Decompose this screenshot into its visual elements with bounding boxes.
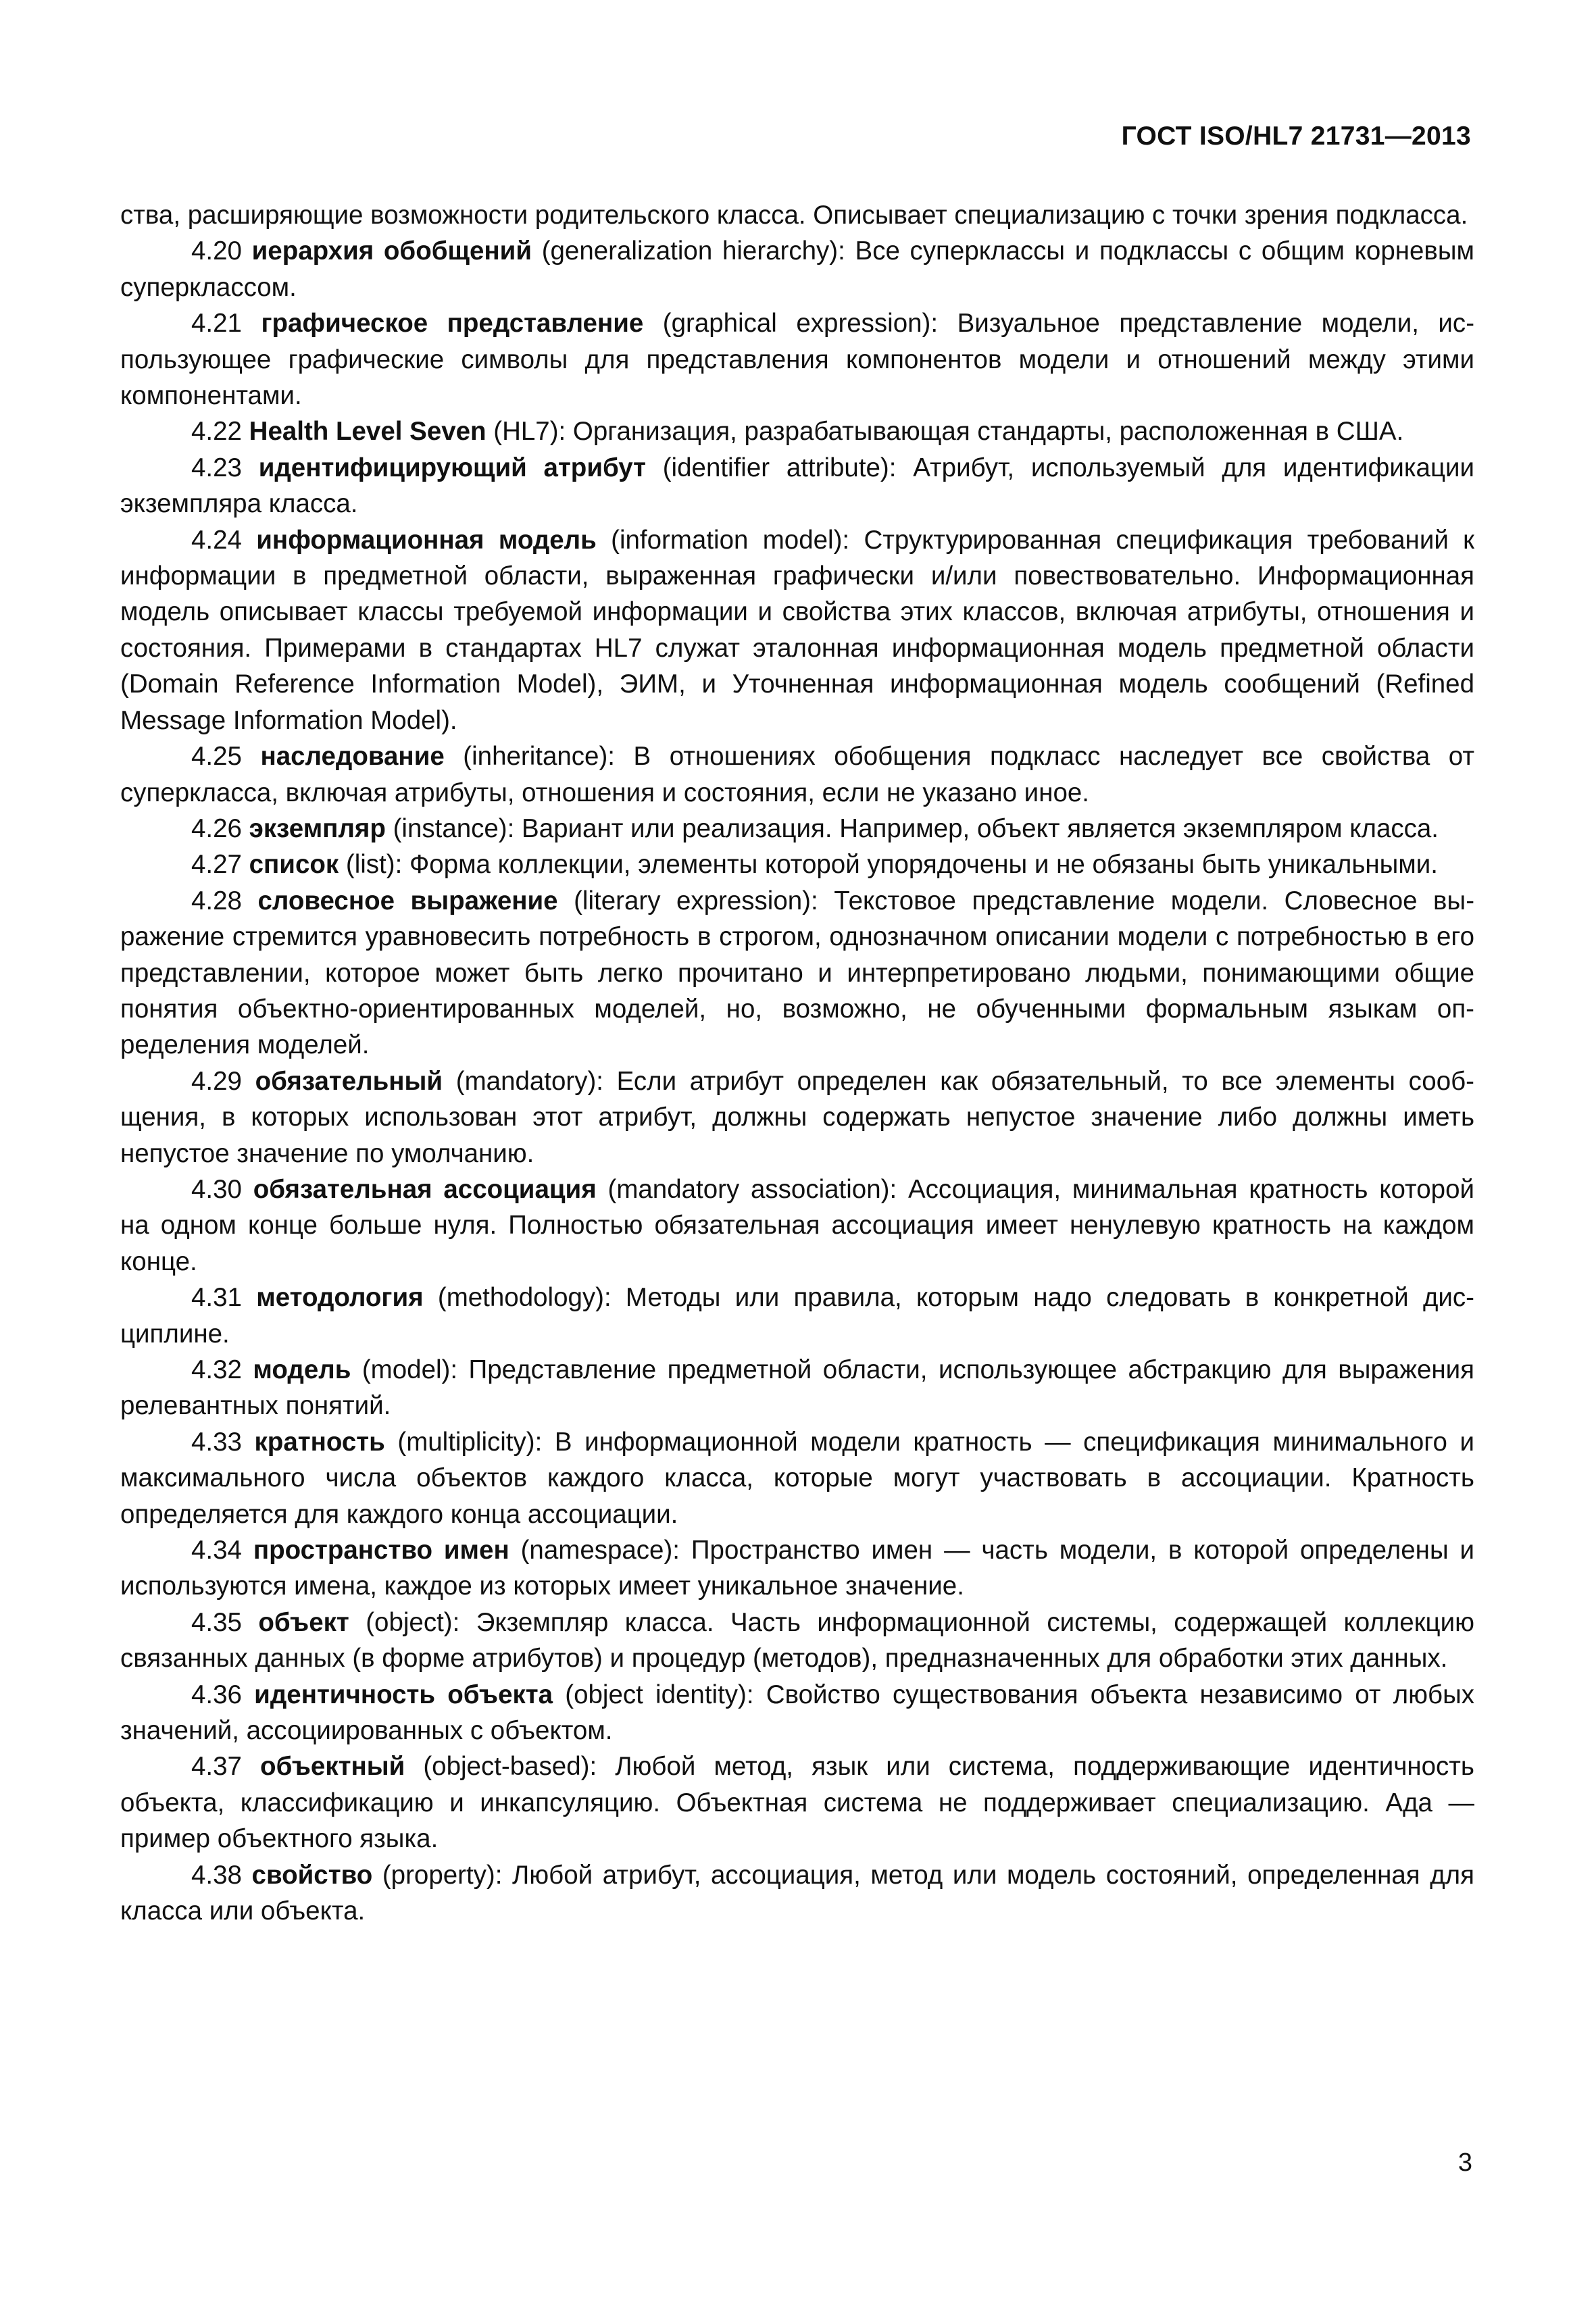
term-entry: 4.38 свойство (property): Любой атрибут, ассоциация, метод или модель состояний, определенная для класса или объекта. (120, 1860, 1474, 1926)
terms-body (120, 197, 1474, 1930)
term-name: словесное выражение (257, 886, 558, 915)
term-name: иерархия обобщений (251, 236, 532, 266)
term-entry: 4.21 графическое представление (graphical expression): Визуальное представление модели, использующее графические символы для представления компонентов модели и отношений между этими компонентами. (120, 309, 1475, 411)
term-name: объектный (260, 1752, 405, 1782)
term-entry: 4.22 Health Level Seven (HL7): Организация, разрабатывающая стандарты, расположенная в США. (191, 417, 1404, 447)
term-entry: 4.24 информационная модель (information model): Структурированная спецификация требований к информации в предметной области, выраженная графически и/или повествовательно. Информационная модель описывает классы требуемой информации и свойства этих классов, включая атрибуты, отношения и состояния. Примерами в стандартах HL7 служат эталонная информационная модель предметной области (Domain Reference Information Model), ЭИМ, и Уточненная информационная модель сообщений (Refined Message Information Model). (120, 525, 1475, 735)
term-entry: 4.36 идентичность объекта (object identity): Свойство существования объекта независимо от любых значений, ассоциированных с объектом. (120, 1680, 1474, 1746)
term-name: обязательный (255, 1066, 443, 1096)
term-name: обязательная ассоциация (253, 1174, 597, 1204)
term-entry: 4.35 объект (object): Экземпляр класса. Часть информационной системы, содержащей коллекцию связанных данных (в форме атрибутов) и процедур (методов), предназначенных для обработки этих данных. (120, 1607, 1474, 1674)
term-entry: 4.30 обязательная ассоциация (mandatory association): Ассоциация, минимальная кратность которой на одном конце больше нуля. Полностью обязательная ассоциация имеет ненулевую кратность на каждом конце. (120, 1174, 1474, 1276)
term-name: графическое представление (261, 309, 644, 338)
term-name: модель (253, 1355, 351, 1384)
term-name: идентичность объекта (254, 1680, 553, 1709)
term-entry: 4.29 обязательный (mandatory): Если атрибут определен как обязательный, то все элементы сообщения, в которых использован этот атрибут, должны содержать непустое значение либо должны иметь непустое значение по умолчанию. (120, 1066, 1474, 1168)
page-number: 3 (1457, 2148, 1472, 2177)
term-entry: 4.32 модель (model): Представление предметной области, использующее абстракцию для выражения релевантных понятий. (120, 1355, 1474, 1421)
term-entry: 4.27 список (list): Форма коллекции, элементы которой упорядочены и не обязаны быть уникальными. (191, 850, 1438, 880)
term-entry: 4.23 идентифицирующий атрибут (identifier attribute): Атрибут, используемый для идентификации экземпляра класса. (120, 453, 1475, 519)
term-entry: 4.20 иерархия обобщений (generalization hierarchy): Все суперклассы и подклассы с общим корневым суперклассом. (120, 236, 1474, 302)
standard-code-header: ГОСТ ISO/HL7 21731—2013 (1121, 122, 1471, 151)
term-entry: 4.34 пространство имен (namespace): Пространство имен — часть модели, в которой определены и используются имена, каждое из которых имеет уникальное значение. (120, 1536, 1475, 1601)
term-entry: 4.28 словесное выражение (literary expression): Текстовое представление модели. Словесное выражение стремится уравновесить потребность в строгом, однозначном описании модели с потребностью в его представлении, которое может быть легко прочитано и интерпретировано людьми, понимающими общие понятия объектно-ориентированных моделей, но, возможно, не обученными формальным языкам определения моделей. (120, 886, 1475, 1060)
term-name: экземпляр (249, 813, 386, 843)
term-name: свойство (251, 1860, 373, 1890)
continuation-paragraph: ства, расширяющие возможности родительского класса. Описывает специализацию с точки зрения подкласса. (120, 201, 1468, 230)
term-name: Health Level Seven (249, 417, 487, 447)
term-entry: 4.31 методология (methodology): Методы или правила, которым надо следовать в конкретной дисциплине. (120, 1283, 1474, 1349)
term-entry: 4.37 объектный (object-based): Любой метод, язык или система, поддерживающие идентичность объекта, классификацию и инкапсуляцию. Объектная система не поддерживает специализацию. Ада — пример объектного языка. (120, 1752, 1474, 1854)
term-name: список (249, 850, 339, 880)
term-name: пространство имен (253, 1536, 509, 1565)
term-entry: 4.25 наследование (inheritance): В отношениях обобщения подкласс наследует все свойства от суперкласса, включая атрибуты, отношения и состояния, если не указано иное. (120, 742, 1474, 807)
term-name: идентифицирующий атрибут (258, 453, 646, 482)
term-name: наследование (260, 742, 445, 772)
term-entry: 4.33 кратность (multiplicity): В информационной модели кратность — спецификация минимального и максимального числа объектов каждого класса, которые могут участвовать в ассоциации. Кратность определяется для каждого конца ассоциации. (120, 1427, 1475, 1529)
term-entry: 4.26 экземпляр (instance): Вариант или реализация. Например, объект является экземпляром класса. (191, 813, 1439, 843)
term-name: объект (258, 1607, 349, 1637)
term-name: информационная модель (256, 525, 597, 555)
term-name: методология (256, 1283, 424, 1313)
term-name: кратность (254, 1427, 385, 1457)
